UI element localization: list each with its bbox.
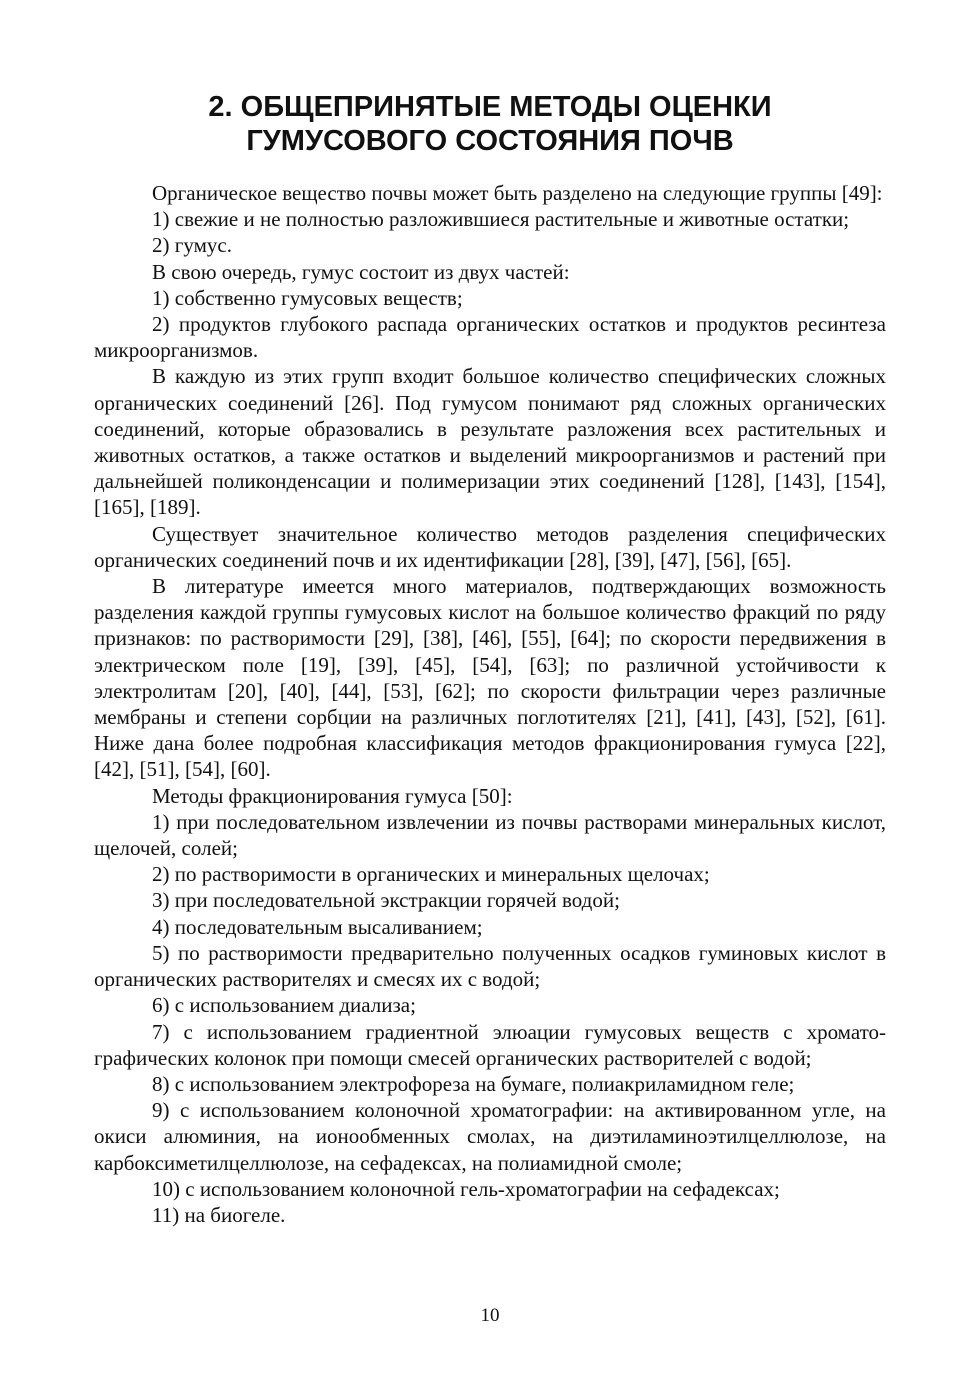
paragraph: Существует значительное количество методов разделения специфических органических соединений почв и их идентификации [28], [39], [47], [56], [65]. <box>94 521 886 572</box>
list-item: 10) с использованием колоночной гель-хроматографии на сефадексах; <box>152 1176 780 1201</box>
list-item: 1) свежие и не полностью разложившиеся растительные и животные остатки; <box>152 207 850 232</box>
paragraph-intro: Органическое вещество почвы может быть разделено на следующие группы [49]: <box>152 181 883 205</box>
list-item: 1) собственно гумусовых веществ; <box>152 285 463 310</box>
list-item: 1) при последовательном извлечении из почвы растворами минеральных кислот, щелочей, солей; <box>94 809 886 861</box>
list-item: 2) продуктов глубокого распада органических остатков и продуктов ресинтеза микроорганизмов. <box>94 312 886 363</box>
page-number: 10 <box>480 1305 500 1326</box>
paragraph: В литературе имеется много материалов, подтверждающих возможность разделения каждой группы гумусовых кислот на большое количество фракций по ряду признаков: по растворимости [29], [38], [46], [55], [64]; по скорости передвижения в электрическом поле [19], [39], [45], [54], [63]; по различной устойчивости к электролитам [20], [40], [44], [53], [62]; по скорости фильтрации через различные мембраны и степени сорбции на различных поглотителях [21], [41], [43], [52], [61]. Ниже дана более подробная классификация методов фракционирования гумуса [22], [42], [51], [54], [60]. <box>94 574 886 782</box>
paragraph: Методы фракционирования гумуса [50]: <box>152 783 513 808</box>
paragraph: В каждую из этих групп входит большое количество специфических сложных органических соединений [26]. Под гумусом понимают ряд сложных органических соединений, которые образовались в результате разложения всех растительных и животных остатков, а также остатков и выделений микрооргaнизмов и растений при дальнейшей поликонденсации и полимеризации этих соединений [128], [143], [154], [165], [189]. <box>94 364 886 520</box>
list-item: 9) с использованием колоночной хроматографии: на активированном угле, на окиси алюминия, на ионообменных смолах, на диэтиламиноэтилцеллюлозе, на карбоксиметилцеллюлозе, на сефадексах, на полиамидной смоле; <box>94 1098 886 1175</box>
list-item: 2) гумус. <box>152 233 232 258</box>
body-text <box>94 180 886 1228</box>
page-title <box>94 90 886 158</box>
list-item: 4) последовательным высаливанием; <box>152 914 483 939</box>
list-item: 2) по растворимости в органических и минеральных щелочах; <box>152 862 710 887</box>
paragraph: В свою очередь, гумус состоит из двух частей: <box>152 259 570 284</box>
list-item: 6) с использованием диализа; <box>152 993 416 1018</box>
list-item: 11) на биогеле. <box>152 1202 286 1227</box>
list-item: 8) с использованием электрофореза на бумаге, полиакриламидном геле; <box>152 1071 795 1096</box>
page-content <box>94 90 886 1228</box>
title-line-2: ГУМУСОВОГО СОСТОЯНИЯ ПОЧВ <box>246 125 734 157</box>
title-line-1: 2. ОБЩЕПРИНЯТЫЕ МЕТОДЫ ОЦЕНКИ <box>208 91 772 123</box>
list-item: 7) с использованием градиентной элюации гумусовых веществ с хроматографических колонок при помощи смесей органических растворителей с водой; <box>94 1019 886 1070</box>
list-item: 5) по растворимости предварительно полученных осадков гуминовых кислот в органических растворителях и смесях их с водой; <box>94 940 886 992</box>
list-item: 3) при последовательной экстракции горячей водой; <box>152 888 620 913</box>
